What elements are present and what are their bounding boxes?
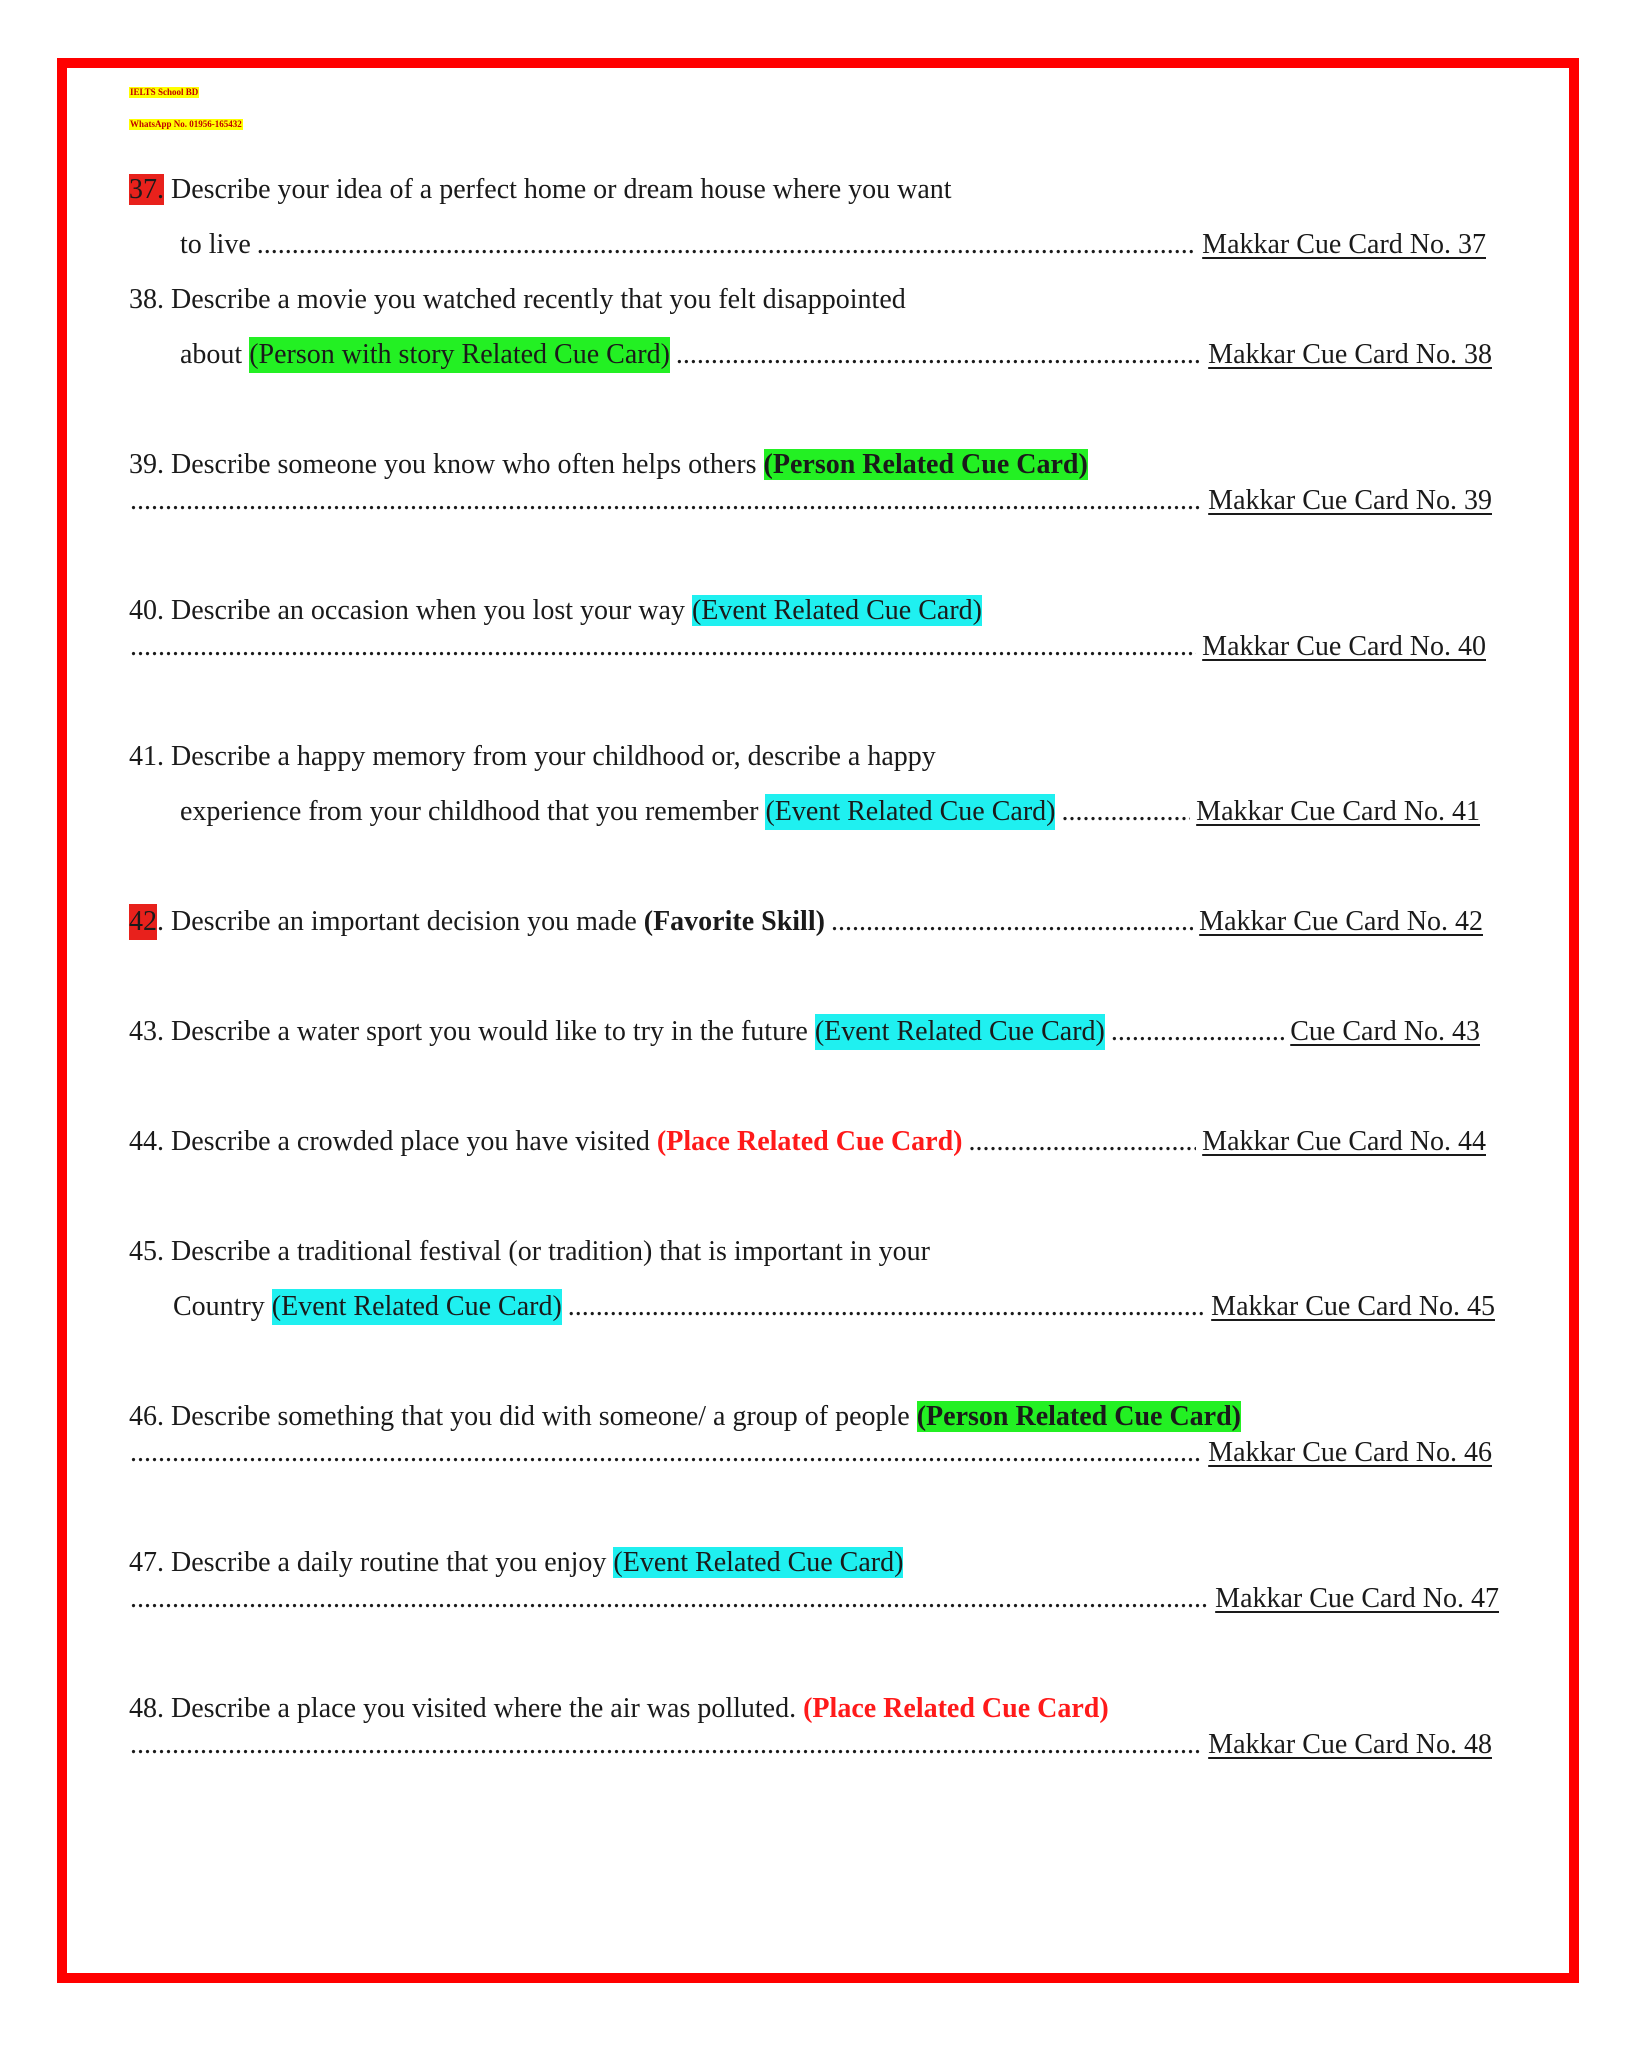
item-46-text: 46. Describe something that you did with someone/ a group of people xyxy=(129,1401,910,1432)
item-39-tag: (Person Related Cue Card) xyxy=(763,449,1088,480)
link-cue-card-44[interactable]: Makkar Cue Card No. 44 xyxy=(1202,1126,1486,1157)
item-40-text: 40. Describe an occasion when you lost your way xyxy=(129,595,685,626)
link-cue-card-37[interactable]: Makkar Cue Card No. 37 xyxy=(1202,229,1486,260)
item-45-line2 xyxy=(173,1289,1495,1325)
item-48-text: 48. Describe a place you visited where the air was polluted. xyxy=(129,1693,797,1724)
item-48-line2 xyxy=(130,1727,1492,1763)
item-43-text: 43. Describe a water sport you would like to try in the future xyxy=(129,1016,808,1047)
item-37-line2 xyxy=(180,227,1486,263)
item-38-text2: about xyxy=(180,339,243,370)
link-cue-card-46[interactable]: Makkar Cue Card No. 46 xyxy=(1208,1437,1492,1468)
item-38-tag: (Person with story Related Cue Card) xyxy=(249,337,670,373)
link-cue-card-39[interactable]: Makkar Cue Card No. 39 xyxy=(1208,485,1492,516)
item-40-tag: (Event Related Cue Card) xyxy=(691,595,982,626)
link-cue-card-40[interactable]: Makkar Cue Card No. 40 xyxy=(1202,631,1486,662)
item-41-line2 xyxy=(180,794,1480,830)
item-42-line xyxy=(129,904,1483,940)
item-45-text2: Country xyxy=(173,1291,265,1322)
school-name: IELTS School BD xyxy=(130,87,199,97)
leader-dots xyxy=(676,337,1202,373)
link-cue-card-45[interactable]: Makkar Cue Card No. 45 xyxy=(1211,1291,1495,1322)
item-46-line1 xyxy=(129,1399,1241,1435)
item-44-text: 44. Describe a crowded place you have visited xyxy=(129,1126,650,1157)
item-48-line1 xyxy=(129,1691,1109,1727)
whatsapp-number: WhatsApp No. 01956-165432 xyxy=(130,119,242,129)
item-40-line2 xyxy=(130,629,1486,665)
item-40-line1 xyxy=(129,593,982,629)
link-cue-card-42[interactable]: Makkar Cue Card No. 42 xyxy=(1199,906,1483,937)
item-43-line xyxy=(129,1014,1480,1050)
link-cue-card-48[interactable]: Makkar Cue Card No. 48 xyxy=(1208,1729,1492,1760)
item-39-text: 39. Describe someone you know who often helps others xyxy=(129,449,757,480)
item-39-line1 xyxy=(129,447,1088,483)
item-38-line2 xyxy=(180,337,1492,373)
item-42-tag: (Favorite Skill) xyxy=(643,906,825,937)
leader-dots xyxy=(257,227,1196,263)
leader-dots xyxy=(969,1124,1197,1160)
item-41-text2: experience from your childhood that you remember xyxy=(180,796,759,827)
leader-dots xyxy=(130,1435,1202,1471)
link-cue-card-43[interactable]: Cue Card No. 43 xyxy=(1290,1016,1480,1047)
link-cue-card-41[interactable]: Makkar Cue Card No. 41 xyxy=(1196,796,1480,827)
item-41-tag: (Event Related Cue Card) xyxy=(765,794,1055,830)
leader-dots xyxy=(568,1289,1205,1325)
item-42-text: . Describe an important decision you made xyxy=(157,906,637,937)
link-cue-card-47[interactable]: Makkar Cue Card No. 47 xyxy=(1215,1583,1499,1614)
leader-dots xyxy=(130,629,1196,665)
item-47-text: 47. Describe a daily routine that you enjoy xyxy=(129,1547,607,1578)
item-42-number: 42 xyxy=(129,904,157,940)
leader-dots xyxy=(130,1581,1209,1617)
item-47-line1 xyxy=(129,1545,903,1581)
item-37-text: Describe your idea of a perfect home or dream house where you want xyxy=(164,174,952,205)
item-46-tag: (Person Related Cue Card) xyxy=(916,1401,1242,1432)
item-47-line2 xyxy=(130,1581,1499,1617)
leader-dots xyxy=(1111,1014,1284,1050)
item-44-tag: (Place Related Cue Card) xyxy=(656,1126,963,1157)
item-37-number: 37. xyxy=(129,174,164,205)
link-cue-card-38[interactable]: Makkar Cue Card No. 38 xyxy=(1208,339,1492,370)
leader-dots xyxy=(1061,794,1190,830)
item-44-line xyxy=(129,1124,1486,1160)
item-48-tag: (Place Related Cue Card) xyxy=(803,1693,1109,1724)
item-43-tag: (Event Related Cue Card) xyxy=(815,1014,1105,1050)
leader-dots xyxy=(130,1727,1202,1763)
leader-dots xyxy=(130,483,1202,519)
item-45-line1: 45. Describe a traditional festival (or tradition) that is important in your xyxy=(129,1236,930,1267)
item-45-tag: (Event Related Cue Card) xyxy=(272,1289,562,1325)
item-41-line1: 41. Describe a happy memory from your childhood or, describe a happy xyxy=(129,741,936,772)
item-37-text2: to live xyxy=(180,229,251,260)
item-39-line2 xyxy=(130,483,1492,519)
item-37-line1 xyxy=(129,172,952,208)
item-46-line2 xyxy=(130,1435,1492,1471)
item-47-tag: (Event Related Cue Card) xyxy=(613,1547,904,1578)
item-38-line1: 38. Describe a movie you watched recently that you felt disappointed xyxy=(129,284,906,315)
leader-dots xyxy=(831,904,1193,940)
